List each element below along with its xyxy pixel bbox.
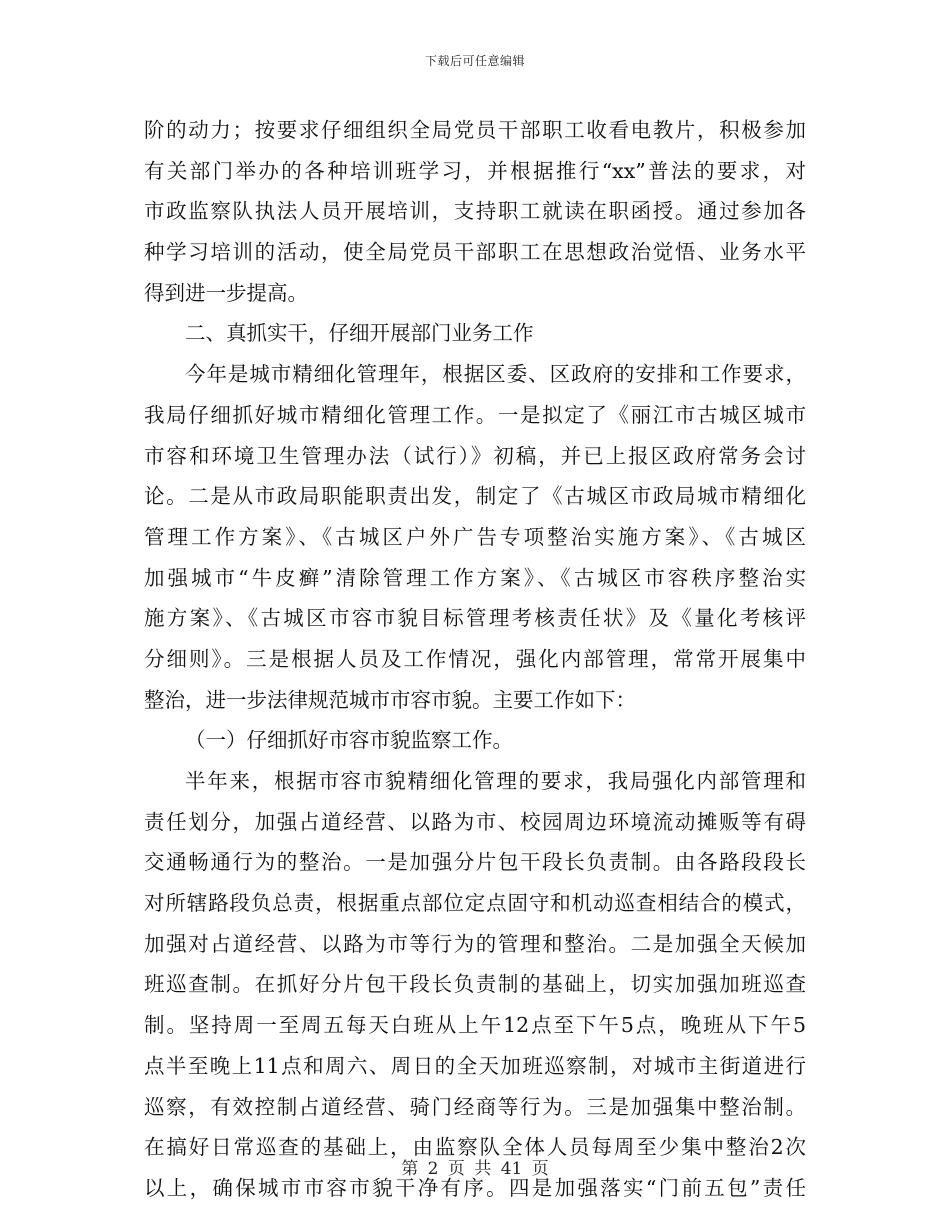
- text-line: 市政监察队执法人员开展培训，支持职工就读在职函授。通过参加各: [144, 199, 806, 224]
- subsection-heading: （一）仔细抓好市容市貌监察工作。: [185, 728, 513, 753]
- text-line: 阶的动力；按要求仔细组织全局党员干部职工收看电教片，积极参加: [144, 118, 806, 142]
- section-heading: 二、真抓实干，仔细开展部门业务工作: [185, 321, 534, 346]
- text-line: 得到进一步提高。: [144, 280, 308, 305]
- text-line: 点半至晚上11点和周六、周日的全天加班巡察制，对城市主街道进行: [144, 1053, 806, 1078]
- page-header: 下载后可任意编辑: [424, 54, 525, 68]
- text-line: 加强城市“牛皮癣”清除管理工作方案》、《古城区市容秩序整治实: [144, 565, 806, 590]
- text-line: 整治，进一步法律规范城市市容市貌。主要工作如下：: [144, 687, 636, 712]
- text-line: 论。二是从市政局职能职责出发，制定了《古城区市政局城市精细化: [144, 484, 806, 509]
- text-line: 我局仔细抓好城市精细化管理工作。一是拟定了《丽江市古城区城市: [144, 402, 806, 427]
- text-line: 加强对占道经营、以路为市等行为的管理和整治。二是加强全天候加: [144, 931, 806, 956]
- text-line: 市容和环境卫生管理办法（试行）》初稿，并已上报区政府常务会讨: [144, 443, 806, 468]
- text-line: 种学习培训的活动，使全局党员干部职工在思想政治觉悟、业务水平: [144, 240, 806, 265]
- document-body: [144, 110, 806, 1209]
- text-line: 在搞好日常巡查的基础上，由监察队全体人员每周至少集中整治2次: [144, 1135, 806, 1160]
- text-line: 管理工作方案》、《古城区户外广告专项整治实施方案》、《古城区: [144, 524, 806, 549]
- text-line: 今年是城市精细化管理年，根据区委、区政府的安排和工作要求，: [185, 362, 806, 387]
- text-line: 交通畅通行为的整治。一是加强分片包干段长负责制。由各路段段长: [144, 850, 806, 875]
- text-line: 巡察，有效控制占道经营、骑门经商等行为。三是加强集中整治制。: [144, 1094, 806, 1119]
- text-line: 对所辖路段负总责，根据重点部位定点固守和机动巡查相结合的模式，: [144, 891, 806, 916]
- text-line: 分细则》。三是根据人员及工作情况，强化内部管理，常常开展集中: [144, 646, 806, 671]
- text-line: 以上，确保城市市容市貌干净有序。四是加强落实“门前五包”责任: [144, 1175, 806, 1200]
- text-line: 施方案》、《古城区市容市貌目标管理考核责任状》及《量化考核评: [144, 606, 806, 631]
- text-line: 半年来，根据市容市貌精细化管理的要求，我局强化内部管理和: [185, 769, 806, 793]
- text-line: 有关部门举办的各种培训班学习，并根据推行“xx”普法的要求，对: [144, 158, 806, 183]
- page-footer: 第 2 页 共 41 页: [401, 1159, 549, 1179]
- text-line: 制。坚持周一至周五每天白班从上午12点至下午5点，晚班从下午5: [144, 1013, 806, 1038]
- text-line: 责任划分，加强占道经营、以路为市、校园周边环境流动摊贩等有碍: [144, 809, 806, 834]
- text-line: 班巡查制。在抓好分片包干段长负责制的基础上，切实加强加班巡查: [144, 972, 806, 997]
